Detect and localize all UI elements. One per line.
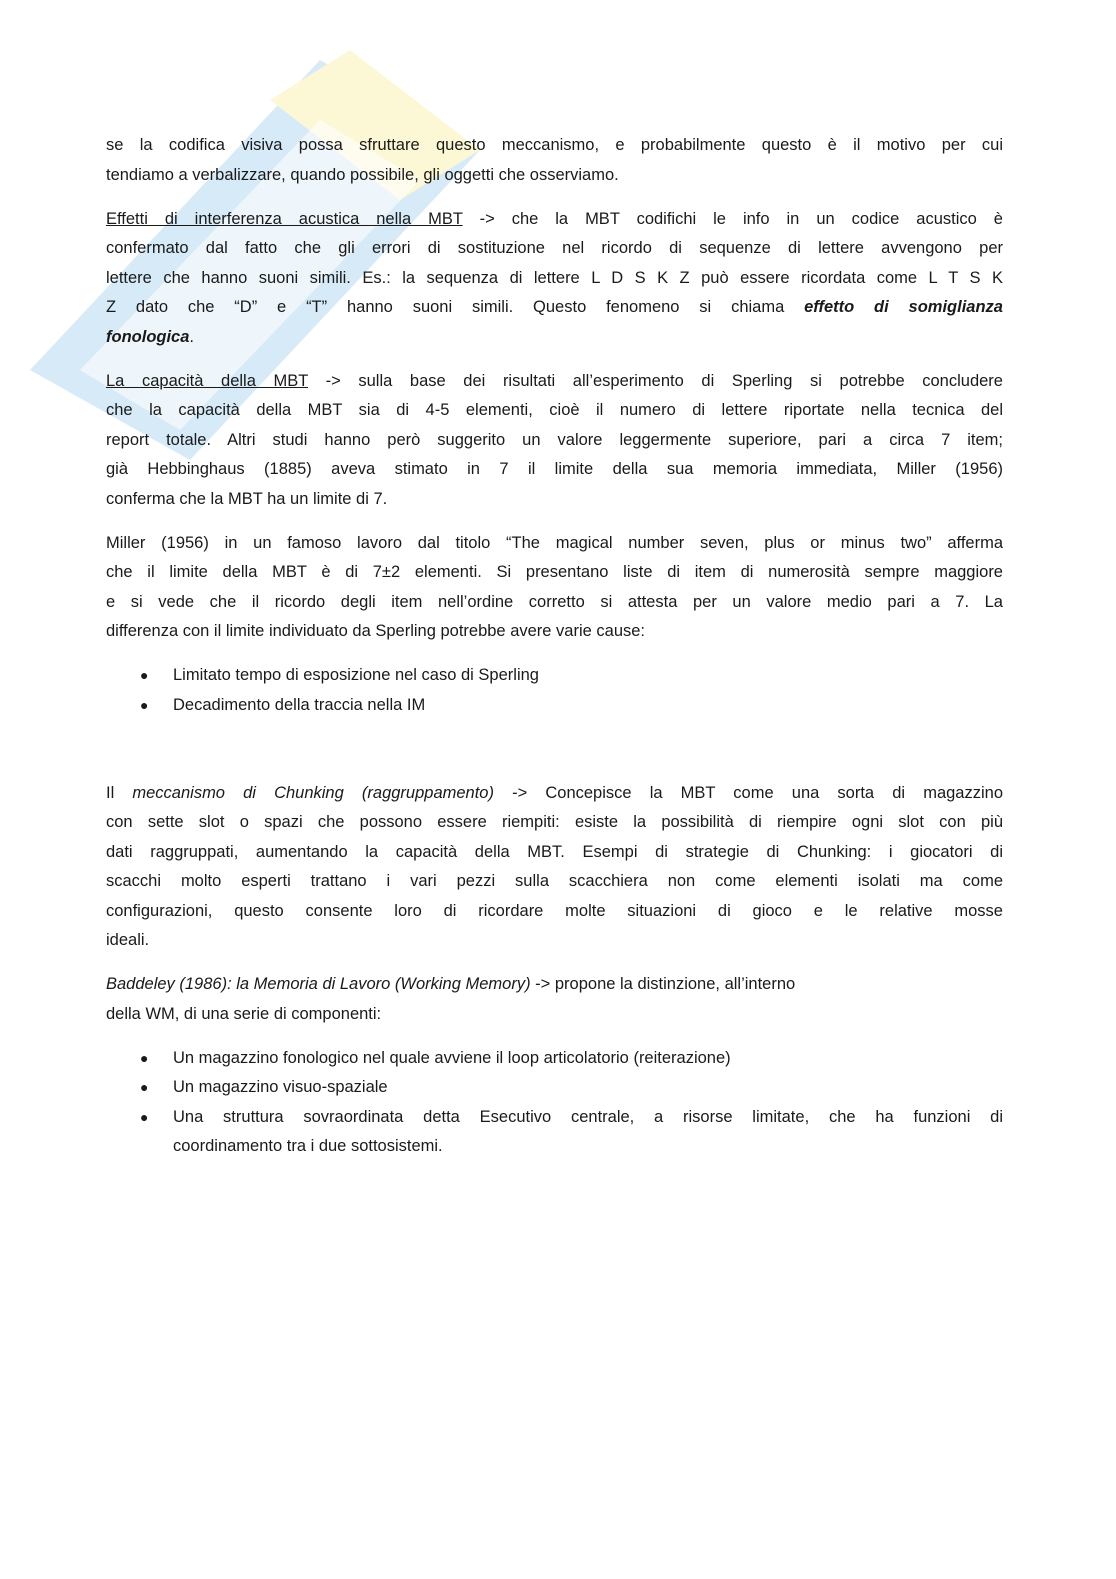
bullet-list (106, 661, 1003, 720)
text-line (173, 661, 1003, 691)
text-line (106, 617, 1003, 647)
bullet-icon: ● (140, 1079, 149, 1095)
text-run: conferma che la MBT ha un limite di 7. (106, 489, 388, 508)
text-line (173, 1073, 1003, 1103)
text-run: coordinamento tra i due sottosistemi. (173, 1137, 443, 1155)
text-run: Decadimento della traccia nella IM (173, 695, 426, 714)
text-run: già Hebbinghaus (1885) aveva stimato in 7 il limite della sua memoria immediata, Miller (1956) (106, 460, 1003, 478)
text-line (106, 558, 1003, 588)
text-run: lettere che hanno suoni simili. Es.: la sequenza di lettere L D S K Z può essere ricordata come L T S K (106, 268, 1003, 287)
paragraph (106, 205, 1003, 353)
text-line (173, 1103, 1003, 1133)
bullet-icon: ● (140, 1049, 149, 1066)
emphasis-text: meccanismo di Chunking (raggruppamento) (132, 783, 494, 802)
text-line (106, 529, 1003, 559)
document-body (106, 131, 1003, 1176)
paragraph (106, 970, 1003, 1029)
text-line (106, 897, 1003, 927)
text-line (106, 293, 1003, 323)
blank-space (106, 735, 1003, 779)
text-line (106, 396, 1003, 426)
text-line (173, 1132, 1003, 1162)
text-run: report totale. Altri studi hanno però suggerito un valore leggermente superiore, pari a circa 7 item; (106, 430, 1003, 449)
text-run: se la codifica visiva possa sfruttare questo meccanismo, e probabilmente questo è il motivo per cui (106, 136, 1003, 154)
text-run: -> sulla base dei risultati all’esperimento di Sperling si potrebbe concludere (308, 371, 1003, 390)
text-run: confermato dal fatto che gli errori di sostituzione nel ricordo di sequenze di lettere avvengono per (106, 239, 1003, 257)
text-line (106, 867, 1003, 897)
text-line (106, 161, 1003, 191)
underlined-heading: La capacità della MBT (106, 371, 309, 390)
text-run: Limitato tempo di esposizione nel caso di Sperling (173, 666, 539, 684)
text-run: -> Concepisce la MBT come una sorta di magazzino (493, 783, 1003, 802)
text-run: dati raggruppati, aumentando la capacità della MBT. Esempi di strategie di Chunking: i giocatori di (106, 842, 1003, 861)
text-line (106, 323, 1003, 353)
text-line (106, 588, 1003, 618)
text-run: Miller (1956) in un famoso lavoro dal titolo “The magical number seven, plus or minus two” afferma (106, 533, 1003, 552)
paragraph (106, 529, 1003, 647)
text-run: -> che la MBT codifichi le info in un codice acustico è (462, 209, 1003, 228)
text-run: che la capacità della MBT sia di 4-5 elementi, cioè il numero di lettere riportate nella tecnica del (106, 401, 1003, 419)
text-line (106, 455, 1003, 485)
text-line (106, 485, 1003, 515)
text-run: che il limite della MBT è di 7±2 elementi. Si presentano liste di item di numerosità sempre maggiore (106, 563, 1003, 581)
list-item (106, 691, 1003, 721)
text-line (173, 691, 1003, 721)
text-run: con sette slot o spazi che possono essere riempiti: esiste la possibilità di riempire ogni slot con più (106, 813, 1003, 831)
text-line (106, 838, 1003, 868)
text-run: tendiamo a verbalizzare, quando possibile, gli oggetti che osserviamo. (106, 165, 619, 184)
text-line (106, 367, 1003, 397)
list-item (106, 1044, 1003, 1074)
text-run: -> propone la distinzione, all’interno (530, 975, 796, 993)
list-item (106, 1073, 1003, 1103)
bullet-list (106, 1044, 1003, 1162)
text-line (106, 131, 1003, 161)
paragraph (106, 131, 1003, 190)
text-run: scacchi molto esperti trattano i vari pezzi sulla scacchiera non come elementi isolati ma come (106, 872, 1003, 890)
text-run: configurazioni, questo consente loro di ricordare molte situazioni di gioco e le relative mosse (106, 901, 1003, 920)
text-line (106, 205, 1003, 235)
text-line (173, 1044, 1003, 1074)
list-item (106, 1103, 1003, 1162)
text-run: Z dato che “D” e “T” hanno suoni simili. Questo fenomeno si chiama (106, 298, 805, 316)
text-run: Un magazzino visuo-spaziale (173, 1078, 388, 1096)
text-line (106, 808, 1003, 838)
text-run: della WM, di una serie di componenti: (106, 1004, 382, 1023)
bullet-icon: ● (140, 1108, 149, 1125)
text-run: Un magazzino fonologico nel quale avviene il loop articolatorio (reiterazione) (173, 1048, 731, 1067)
bullet-icon: ● (140, 667, 149, 683)
text-line (106, 426, 1003, 456)
text-run: Una struttura sovraordinata detta Esecutivo centrale, a risorse limitate, che ha funzioni di (173, 1107, 1003, 1126)
text-line (106, 970, 1003, 1000)
text-line (106, 264, 1003, 294)
emphasis-text: effetto di somiglianza (804, 298, 1003, 316)
emphasis-text: fonologica (106, 327, 190, 346)
emphasis-text: Baddeley (1986): la Memoria di Lavoro (Working Memory) (106, 975, 531, 993)
text-run: differenza con il limite individuato da Sperling potrebbe avere varie cause: (106, 622, 646, 640)
paragraph (106, 779, 1003, 956)
underlined-heading: Effetti di interferenza acustica nella MBT (106, 209, 463, 228)
text-run: ideali. (106, 931, 150, 949)
text-line (106, 926, 1003, 956)
text-line (106, 234, 1003, 264)
text-line (106, 779, 1003, 809)
list-item (106, 661, 1003, 691)
paragraph (106, 367, 1003, 515)
text-line (106, 1000, 1003, 1030)
text-run: e si vede che il ricordo degli item nell’ordine corretto si attesta per un valore medio pari a 7. La (106, 592, 1003, 611)
text-run: . (189, 327, 195, 346)
text-run: Il (106, 783, 133, 802)
bullet-icon: ● (140, 696, 149, 713)
